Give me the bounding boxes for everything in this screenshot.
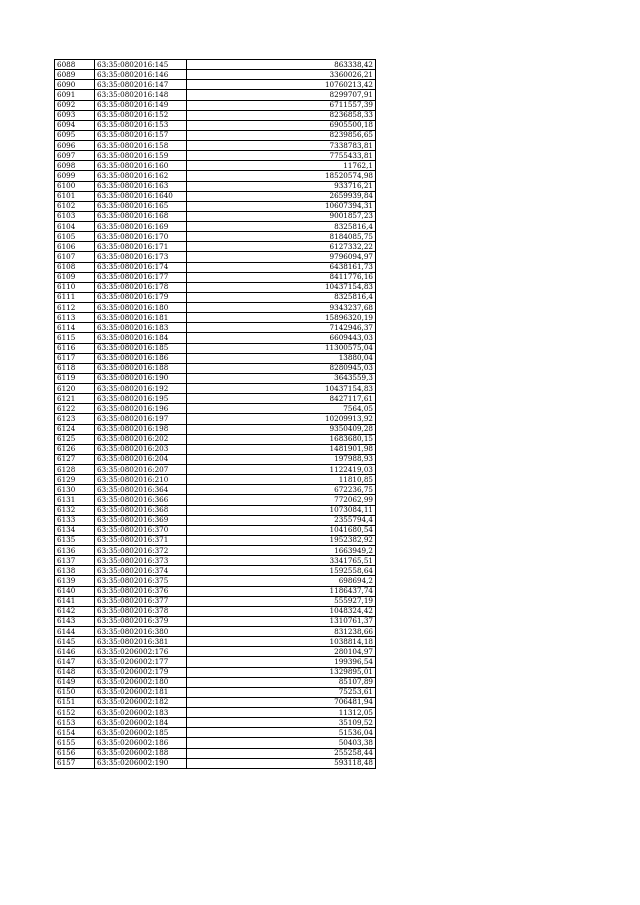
cadastral-number-cell: 63:35:0802016:148 xyxy=(95,90,187,100)
row-number-cell: 6140 xyxy=(55,586,95,596)
table-row xyxy=(55,181,376,191)
cadastral-value-cell: 1663949,2 xyxy=(187,546,376,556)
row-number-cell: 6115 xyxy=(55,333,95,343)
cadastral-number-cell: 63:35:0802016:162 xyxy=(95,171,187,181)
row-number-cell: 6135 xyxy=(55,535,95,545)
cadastral-value-cell: 1329895,01 xyxy=(187,667,376,677)
cadastral-number-cell: 63:35:0206002:180 xyxy=(95,677,187,687)
cadastral-number-cell: 63:35:0802016:378 xyxy=(95,606,187,616)
table-row xyxy=(55,70,376,80)
cadastral-value-cell: 8184085,75 xyxy=(187,232,376,242)
table-row xyxy=(55,657,376,667)
cadastral-number-cell: 63:35:0802016:174 xyxy=(95,262,187,272)
cadastral-number-cell: 63:35:0802016:180 xyxy=(95,303,187,313)
cadastral-number-cell: 63:35:0802016:158 xyxy=(95,141,187,151)
row-number-cell: 6153 xyxy=(55,718,95,728)
row-number-cell: 6129 xyxy=(55,475,95,485)
table-row xyxy=(55,475,376,485)
table-row xyxy=(55,606,376,616)
cadastral-number-cell: 63:35:0802016:375 xyxy=(95,576,187,586)
cadastral-value-cell: 1122419,03 xyxy=(187,465,376,475)
table-row xyxy=(55,60,376,70)
cadastral-number-cell: 63:35:0802016:160 xyxy=(95,161,187,171)
cadastral-value-cell: 8325816,4 xyxy=(187,292,376,302)
cadastral-value-cell: 6438161,73 xyxy=(187,262,376,272)
row-number-cell: 6155 xyxy=(55,738,95,748)
cadastral-number-cell: 63:35:0206002:186 xyxy=(95,738,187,748)
cadastral-value-cell: 2355794,4 xyxy=(187,515,376,525)
row-number-cell: 6117 xyxy=(55,353,95,363)
table-row xyxy=(55,485,376,495)
cadastral-number-cell: 63:35:0802016:379 xyxy=(95,616,187,626)
table-row xyxy=(55,272,376,282)
row-number-cell: 6152 xyxy=(55,708,95,718)
table-row xyxy=(55,303,376,313)
cadastral-value-cell: 8236858,33 xyxy=(187,110,376,120)
cadastral-number-cell: 63:35:0802016:163 xyxy=(95,181,187,191)
cadastral-value-cell: 11810,85 xyxy=(187,475,376,485)
cadastral-number-cell: 63:35:0802016:179 xyxy=(95,292,187,302)
cadastral-number-cell: 63:35:0206002:177 xyxy=(95,657,187,667)
row-number-cell: 6120 xyxy=(55,384,95,394)
table-row xyxy=(55,242,376,252)
cadastral-value-cell: 51536,04 xyxy=(187,728,376,738)
cadastral-number-cell: 63:35:0802016:203 xyxy=(95,444,187,454)
table-row xyxy=(55,515,376,525)
cadastral-number-cell: 63:35:0802016:178 xyxy=(95,282,187,292)
table-row xyxy=(55,262,376,272)
row-number-cell: 6108 xyxy=(55,262,95,272)
row-number-cell: 6132 xyxy=(55,505,95,515)
table-row xyxy=(55,556,376,566)
cadastral-number-cell: 63:35:0802016:184 xyxy=(95,333,187,343)
table-row xyxy=(55,222,376,232)
table-row xyxy=(55,384,376,394)
cadastral-number-cell: 63:35:0802016:192 xyxy=(95,384,187,394)
table-row xyxy=(55,465,376,475)
cadastral-number-cell: 63:35:0802016:159 xyxy=(95,151,187,161)
cadastral-value-cell: 255258,44 xyxy=(187,748,376,758)
cadastral-number-cell: 63:35:0802016:374 xyxy=(95,566,187,576)
row-number-cell: 6148 xyxy=(55,667,95,677)
cadastral-value-cell: 2659939,84 xyxy=(187,191,376,201)
table-row xyxy=(55,748,376,758)
cadastral-value-cell: 6905500,18 xyxy=(187,120,376,130)
cadastral-number-cell: 63:35:0802016:170 xyxy=(95,232,187,242)
cadastral-number-cell: 63:35:0802016:165 xyxy=(95,201,187,211)
cadastral-value-cell: 199396,54 xyxy=(187,657,376,667)
cadastral-number-cell: 63:35:0802016:380 xyxy=(95,627,187,637)
cadastral-value-cell: 1683680,15 xyxy=(187,434,376,444)
row-number-cell: 6156 xyxy=(55,748,95,758)
cadastral-value-cell: 9001857,23 xyxy=(187,211,376,221)
table-row xyxy=(55,313,376,323)
cadastral-number-cell: 63:35:0206002:185 xyxy=(95,728,187,738)
cadastral-number-cell: 63:35:0802016:377 xyxy=(95,596,187,606)
cadastral-value-cell: 18520574,98 xyxy=(187,171,376,181)
table-row xyxy=(55,191,376,201)
cadastral-value-cell: 555927,19 xyxy=(187,596,376,606)
row-number-cell: 6131 xyxy=(55,495,95,505)
row-number-cell: 6134 xyxy=(55,525,95,535)
row-number-cell: 6144 xyxy=(55,627,95,637)
cadastral-value-cell: 672236,75 xyxy=(187,485,376,495)
row-number-cell: 6101 xyxy=(55,191,95,201)
table-row xyxy=(55,343,376,353)
table-row xyxy=(55,728,376,738)
cadastral-number-cell: 63:35:0802016:371 xyxy=(95,535,187,545)
cadastral-number-cell: 63:35:0206002:179 xyxy=(95,667,187,677)
row-number-cell: 6094 xyxy=(55,120,95,130)
table-row xyxy=(55,80,376,90)
table-row xyxy=(55,373,376,383)
table-row xyxy=(55,687,376,697)
row-number-cell: 6123 xyxy=(55,414,95,424)
table-row xyxy=(55,677,376,687)
cadastral-value-cell: 13880,04 xyxy=(187,353,376,363)
cadastral-value-cell: 8280945,03 xyxy=(187,363,376,373)
cadastral-number-cell: 63:35:0802016:173 xyxy=(95,252,187,262)
table-row xyxy=(55,566,376,576)
cadastral-value-cell: 9350409,28 xyxy=(187,424,376,434)
row-number-cell: 6130 xyxy=(55,485,95,495)
table-row xyxy=(55,637,376,647)
table-row xyxy=(55,738,376,748)
cadastral-number-cell: 63:35:0802016:181 xyxy=(95,313,187,323)
table-row xyxy=(55,363,376,373)
cadastral-number-cell: 63:35:0206002:188 xyxy=(95,748,187,758)
table-row xyxy=(55,252,376,262)
cadastral-value-cell: 1952382,92 xyxy=(187,535,376,545)
row-number-cell: 6103 xyxy=(55,211,95,221)
row-number-cell: 6151 xyxy=(55,697,95,707)
cadastral-value-cell: 1186437,74 xyxy=(187,586,376,596)
row-number-cell: 6138 xyxy=(55,566,95,576)
row-number-cell: 6113 xyxy=(55,313,95,323)
cadastral-value-cell: 8239856,65 xyxy=(187,130,376,140)
cadastral-number-cell: 63:35:0802016:147 xyxy=(95,80,187,90)
table-row xyxy=(55,404,376,414)
table-row xyxy=(55,434,376,444)
cadastral-number-cell: 63:35:0802016:368 xyxy=(95,505,187,515)
cadastral-number-cell: 63:35:0802016:186 xyxy=(95,353,187,363)
row-number-cell: 6149 xyxy=(55,677,95,687)
row-number-cell: 6111 xyxy=(55,292,95,302)
table-row xyxy=(55,130,376,140)
cadastral-number-cell: 63:35:0802016:177 xyxy=(95,272,187,282)
cadastral-number-cell: 63:35:0802016:198 xyxy=(95,424,187,434)
row-number-cell: 6133 xyxy=(55,515,95,525)
row-number-cell: 6093 xyxy=(55,110,95,120)
row-number-cell: 6142 xyxy=(55,606,95,616)
cadastral-value-table xyxy=(54,59,376,769)
table-row xyxy=(55,454,376,464)
cadastral-value-cell: 10760213,42 xyxy=(187,80,376,90)
cadastral-value-cell: 197988,93 xyxy=(187,454,376,464)
table-row xyxy=(55,120,376,130)
cadastral-value-cell: 8325816,4 xyxy=(187,222,376,232)
table-row xyxy=(55,697,376,707)
cadastral-value-cell: 50403,38 xyxy=(187,738,376,748)
row-number-cell: 6107 xyxy=(55,252,95,262)
row-number-cell: 6116 xyxy=(55,343,95,353)
table-row xyxy=(55,323,376,333)
cadastral-value-cell: 15896320,19 xyxy=(187,313,376,323)
table-row xyxy=(55,576,376,586)
table-row xyxy=(55,292,376,302)
row-number-cell: 6109 xyxy=(55,272,95,282)
table-row xyxy=(55,414,376,424)
cadastral-number-cell: 63:35:0802016:370 xyxy=(95,525,187,535)
table-row xyxy=(55,505,376,515)
cadastral-number-cell: 63:35:0802016:373 xyxy=(95,556,187,566)
cadastral-number-cell: 63:35:0802016:185 xyxy=(95,343,187,353)
cadastral-number-cell: 63:35:0802016:381 xyxy=(95,637,187,647)
cadastral-value-cell: 280104,97 xyxy=(187,647,376,657)
row-number-cell: 6157 xyxy=(55,758,95,768)
row-number-cell: 6096 xyxy=(55,141,95,151)
cadastral-number-cell: 63:35:0802016:195 xyxy=(95,394,187,404)
table-row xyxy=(55,232,376,242)
row-number-cell: 6118 xyxy=(55,363,95,373)
row-number-cell: 6110 xyxy=(55,282,95,292)
cadastral-value-cell: 1038814,18 xyxy=(187,637,376,647)
table-row xyxy=(55,586,376,596)
cadastral-number-cell: 63:35:0206002:190 xyxy=(95,758,187,768)
cadastral-number-cell: 63:35:0802016:202 xyxy=(95,434,187,444)
cadastral-value-cell: 1310761,37 xyxy=(187,616,376,626)
row-number-cell: 6128 xyxy=(55,465,95,475)
cadastral-value-cell: 11300575,04 xyxy=(187,343,376,353)
cadastral-number-cell: 63:35:0802016:204 xyxy=(95,454,187,464)
row-number-cell: 6102 xyxy=(55,201,95,211)
table-row xyxy=(55,444,376,454)
row-number-cell: 6114 xyxy=(55,323,95,333)
cadastral-value-cell: 1592558,64 xyxy=(187,566,376,576)
cadastral-value-cell: 35109,52 xyxy=(187,718,376,728)
row-number-cell: 6126 xyxy=(55,444,95,454)
table-row xyxy=(55,353,376,363)
cadastral-number-cell: 63:35:0206002:182 xyxy=(95,697,187,707)
table-row xyxy=(55,667,376,677)
table-row xyxy=(55,171,376,181)
cadastral-value-cell: 3341765,51 xyxy=(187,556,376,566)
table-row xyxy=(55,616,376,626)
cadastral-value-cell: 3360026,21 xyxy=(187,70,376,80)
cadastral-value-cell: 10607394,31 xyxy=(187,201,376,211)
row-number-cell: 6154 xyxy=(55,728,95,738)
row-number-cell: 6104 xyxy=(55,222,95,232)
table-row xyxy=(55,211,376,221)
row-number-cell: 6124 xyxy=(55,424,95,434)
row-number-cell: 6092 xyxy=(55,100,95,110)
cadastral-number-cell: 63:35:0802016:369 xyxy=(95,515,187,525)
table-row xyxy=(55,627,376,637)
row-number-cell: 6146 xyxy=(55,647,95,657)
row-number-cell: 6119 xyxy=(55,373,95,383)
table-row xyxy=(55,394,376,404)
row-number-cell: 6091 xyxy=(55,90,95,100)
cadastral-number-cell: 63:35:0802016:145 xyxy=(95,60,187,70)
row-number-cell: 6088 xyxy=(55,60,95,70)
cadastral-value-cell: 7564,05 xyxy=(187,404,376,414)
cadastral-value-cell: 8299707,91 xyxy=(187,90,376,100)
table-row xyxy=(55,758,376,768)
cadastral-value-cell: 3643559,3 xyxy=(187,373,376,383)
cadastral-number-cell: 63:35:0802016:188 xyxy=(95,363,187,373)
cadastral-number-cell: 63:35:0802016:190 xyxy=(95,373,187,383)
cadastral-number-cell: 63:35:0802016:364 xyxy=(95,485,187,495)
table-row xyxy=(55,161,376,171)
table-row xyxy=(55,424,376,434)
table-row xyxy=(55,596,376,606)
row-number-cell: 6137 xyxy=(55,556,95,566)
cadastral-value-cell: 85107,89 xyxy=(187,677,376,687)
cadastral-number-cell: 63:35:0802016:210 xyxy=(95,475,187,485)
table-row xyxy=(55,718,376,728)
table-row xyxy=(55,535,376,545)
cadastral-value-cell: 7142946,37 xyxy=(187,323,376,333)
table-row xyxy=(55,100,376,110)
cadastral-number-cell: 63:35:0802016:207 xyxy=(95,465,187,475)
cadastral-value-cell: 6609443,03 xyxy=(187,333,376,343)
row-number-cell: 6125 xyxy=(55,434,95,444)
row-number-cell: 6112 xyxy=(55,303,95,313)
cadastral-number-cell: 63:35:0206002:183 xyxy=(95,708,187,718)
row-number-cell: 6097 xyxy=(55,151,95,161)
cadastral-number-cell: 63:35:0802016:366 xyxy=(95,495,187,505)
cadastral-value-cell: 7338783,81 xyxy=(187,141,376,151)
cadastral-number-cell: 63:35:0802016:196 xyxy=(95,404,187,414)
row-number-cell: 6141 xyxy=(55,596,95,606)
row-number-cell: 6143 xyxy=(55,616,95,626)
table-row xyxy=(55,110,376,120)
cadastral-value-cell: 11762,1 xyxy=(187,161,376,171)
cadastral-number-cell: 63:35:0802016:149 xyxy=(95,100,187,110)
table-row xyxy=(55,525,376,535)
table-row xyxy=(55,201,376,211)
table-row xyxy=(55,282,376,292)
cadastral-value-cell: 10437154,83 xyxy=(187,282,376,292)
cadastral-value-cell: 1481901,98 xyxy=(187,444,376,454)
cadastral-number-cell: 63:35:0802016:153 xyxy=(95,120,187,130)
cadastral-number-cell: 63:35:0802016:169 xyxy=(95,222,187,232)
row-number-cell: 6105 xyxy=(55,232,95,242)
row-number-cell: 6095 xyxy=(55,130,95,140)
cadastral-number-cell: 63:35:0802016:376 xyxy=(95,586,187,596)
row-number-cell: 6145 xyxy=(55,637,95,647)
cadastral-number-cell: 63:35:0802016:372 xyxy=(95,546,187,556)
table-row xyxy=(55,546,376,556)
cadastral-value-cell: 8427117,61 xyxy=(187,394,376,404)
cadastral-value-cell: 8411776,16 xyxy=(187,272,376,282)
cadastral-value-cell: 863338,42 xyxy=(187,60,376,70)
cadastral-number-cell: 63:35:0206002:184 xyxy=(95,718,187,728)
row-number-cell: 6106 xyxy=(55,242,95,252)
cadastral-value-cell: 7755433,81 xyxy=(187,151,376,161)
cadastral-number-cell: 63:35:0206002:176 xyxy=(95,647,187,657)
cadastral-value-cell: 75253,61 xyxy=(187,687,376,697)
cadastral-value-cell: 1073084,11 xyxy=(187,505,376,515)
cadastral-value-cell: 593118,48 xyxy=(187,758,376,768)
cadastral-number-cell: 63:35:0802016:1640 xyxy=(95,191,187,201)
row-number-cell: 6121 xyxy=(55,394,95,404)
cadastral-value-cell: 6127332,22 xyxy=(187,242,376,252)
cadastral-value-cell: 9796094,97 xyxy=(187,252,376,262)
cadastral-value-cell: 933716,21 xyxy=(187,181,376,191)
cadastral-number-cell: 63:35:0206002:181 xyxy=(95,687,187,697)
table-row xyxy=(55,495,376,505)
table-row xyxy=(55,151,376,161)
row-number-cell: 6122 xyxy=(55,404,95,414)
table-row xyxy=(55,647,376,657)
row-number-cell: 6127 xyxy=(55,454,95,464)
row-number-cell: 6147 xyxy=(55,657,95,667)
table-row xyxy=(55,90,376,100)
table-row xyxy=(55,708,376,718)
cadastral-value-cell: 772062,99 xyxy=(187,495,376,505)
cadastral-value-cell: 706481,94 xyxy=(187,697,376,707)
cadastral-value-cell: 11312,05 xyxy=(187,708,376,718)
row-number-cell: 6090 xyxy=(55,80,95,90)
cadastral-value-cell: 10437154,83 xyxy=(187,384,376,394)
cadastral-value-cell: 9343237,68 xyxy=(187,303,376,313)
cadastral-value-cell: 1041680,54 xyxy=(187,525,376,535)
cadastral-number-cell: 63:35:0802016:197 xyxy=(95,414,187,424)
row-number-cell: 6089 xyxy=(55,70,95,80)
cadastral-number-cell: 63:35:0802016:183 xyxy=(95,323,187,333)
table-row xyxy=(55,333,376,343)
row-number-cell: 6150 xyxy=(55,687,95,697)
row-number-cell: 6099 xyxy=(55,171,95,181)
row-number-cell: 6139 xyxy=(55,576,95,586)
cadastral-number-cell: 63:35:0802016:171 xyxy=(95,242,187,252)
cadastral-number-cell: 63:35:0802016:168 xyxy=(95,211,187,221)
cadastral-value-cell: 10209913,92 xyxy=(187,414,376,424)
cadastral-number-cell: 63:35:0802016:146 xyxy=(95,70,187,80)
cadastral-value-cell: 1048324,42 xyxy=(187,606,376,616)
row-number-cell: 6098 xyxy=(55,161,95,171)
table-body xyxy=(55,60,376,769)
cadastral-number-cell: 63:35:0802016:152 xyxy=(95,110,187,120)
cadastral-number-cell: 63:35:0802016:157 xyxy=(95,130,187,140)
row-number-cell: 6100 xyxy=(55,181,95,191)
cadastral-value-cell: 698694,2 xyxy=(187,576,376,586)
table-row xyxy=(55,141,376,151)
cadastral-value-cell: 6711557,39 xyxy=(187,100,376,110)
row-number-cell: 6136 xyxy=(55,546,95,556)
cadastral-value-cell: 831238,66 xyxy=(187,627,376,637)
